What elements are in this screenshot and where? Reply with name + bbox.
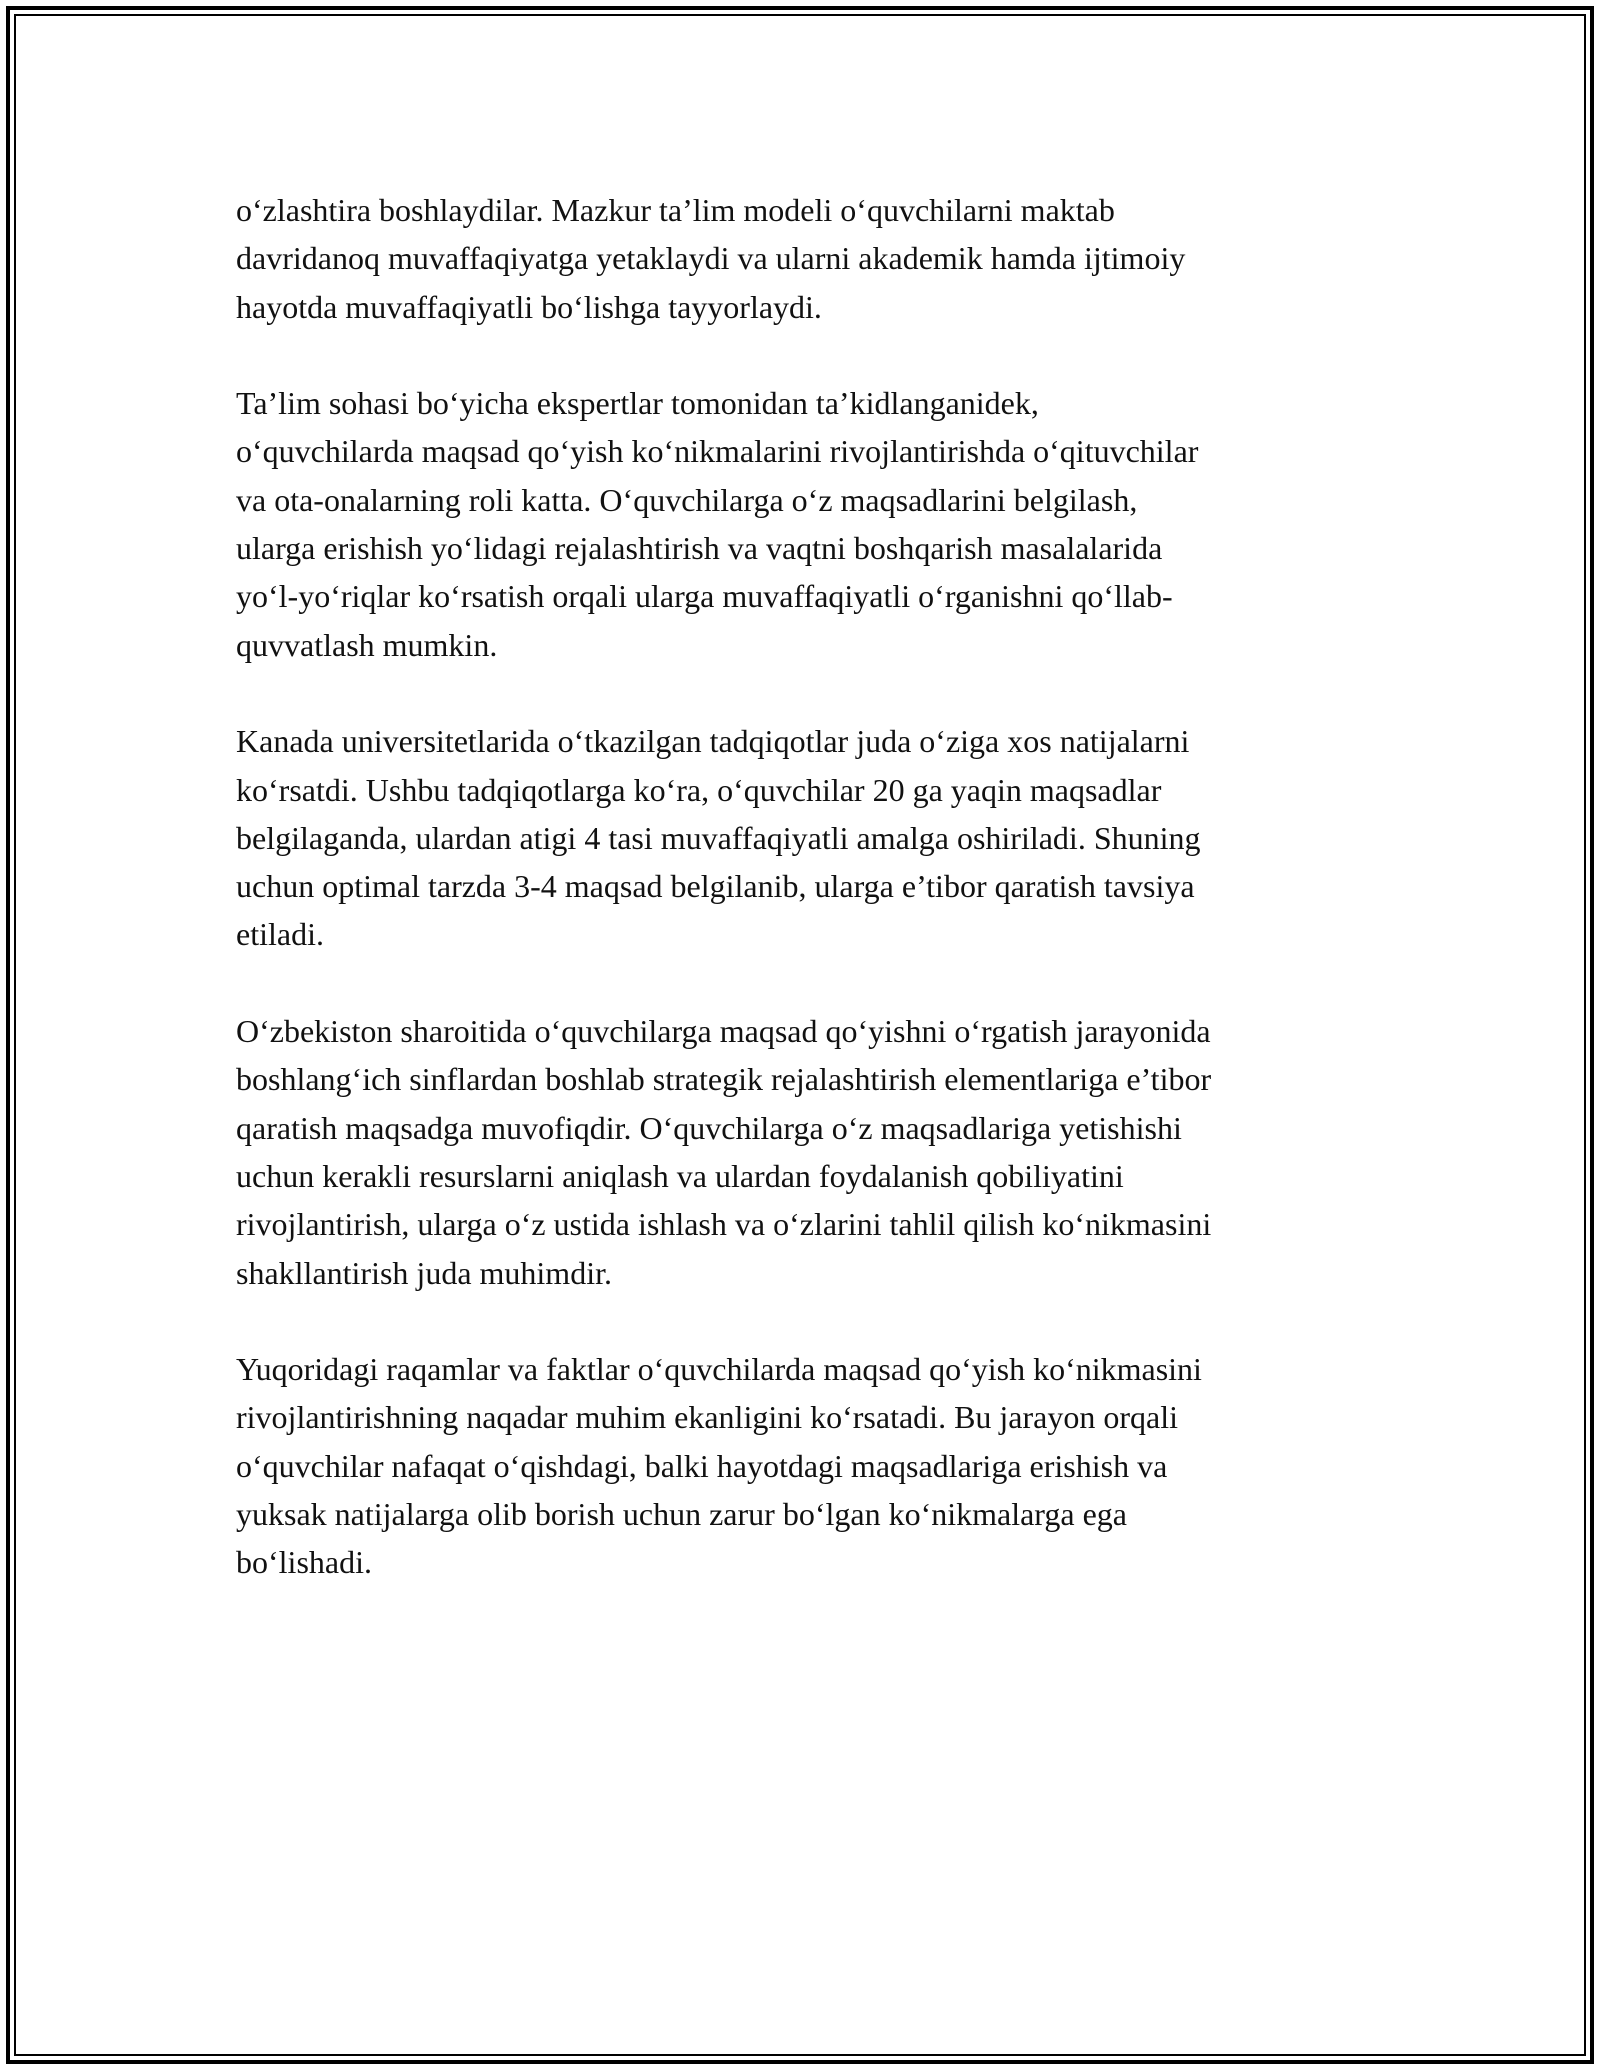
text-line: O‘zbekiston sharoitida o‘quvchilarga maqsad qo‘yishni o‘rgatish jarayonida bbox=[236, 1013, 1211, 1050]
paragraph-4 bbox=[236, 1007, 1366, 1297]
text-line: shakllantirish juda muhimdir. bbox=[236, 1254, 612, 1291]
text-line: Ta’lim sohasi bo‘yicha ekspertlar tomonidan ta’kidlanganidek, bbox=[236, 385, 1039, 422]
text-line: quvvatlash mumkin. bbox=[236, 626, 498, 663]
text-line: va ota-onalarning roli katta. O‘quvchilarga o‘z maqsadlarini belgilash, bbox=[236, 481, 1138, 518]
text-line: Kanada universitetlarida o‘tkazilgan tadqiqotlar juda o‘ziga xos natijalarni bbox=[236, 723, 1190, 760]
text-line: uchun optimal tarzda 3-4 maqsad belgilanib, ularga e’tibor qaratish tavsiya bbox=[236, 868, 1195, 905]
text-line: o‘zlashtira boshlaydilar. Mazkur ta’lim modeli o‘quvchilarni maktab bbox=[236, 192, 1115, 228]
text-line: bo‘lishadi. bbox=[236, 1544, 372, 1581]
text-line: uchun kerakli resurslarni aniqlash va ulardan foydalanish qobiliyatini bbox=[236, 1157, 1124, 1194]
text-line: o‘quvchilar nafaqat o‘qishdagi, balki hayotdagi maqsadlariga erishish va bbox=[236, 1447, 1168, 1484]
text-line: davridanoq muvaffaqiyatga yetaklaydi va ularni akademik hamda ijtimoiy bbox=[236, 240, 1186, 277]
paragraph-3 bbox=[236, 717, 1366, 958]
paragraph-5 bbox=[236, 1345, 1366, 1586]
text-line: yuksak natijalarga olib borish uchun zarur bo‘lgan ko‘nikmalarga ega bbox=[236, 1496, 1127, 1533]
text-line: rivojlantirishning naqadar muhim ekanligini ko‘rsatadi. Bu jarayon orqali bbox=[236, 1399, 1178, 1436]
paragraph-2 bbox=[236, 379, 1366, 669]
paragraph-1 bbox=[236, 186, 1366, 331]
text-line: o‘quvchilarda maqsad qo‘yish ko‘nikmalarini rivojlantirishda o‘qituvchilar bbox=[236, 433, 1199, 470]
text-line: Yuqoridagi raqamlar va faktlar o‘quvchilarda maqsad qo‘yish ko‘nikmasini bbox=[236, 1351, 1202, 1388]
text-line: belgilaganda, ulardan atigi 4 tasi muvaffaqiyatli amalga oshiriladi. Shuning bbox=[236, 819, 1201, 856]
text-line: ko‘rsatdi. Ushbu tadqiqotlarga ko‘ra, o‘quvchilar 20 ga yaqin maqsadlar bbox=[236, 771, 1162, 808]
text-line: ularga erishish yo‘lidagi rejalashtirish va vaqtni boshqarish masalalarida bbox=[236, 530, 1163, 567]
text-line: boshlang‘ich sinflardan boshlab strategik rejalashtirish elementlariga e’tibor bbox=[236, 1061, 1212, 1098]
text-line: etiladi. bbox=[236, 916, 324, 953]
text-line: hayotda muvaffaqiyatli bo‘lishga tayyorlaydi. bbox=[236, 288, 822, 325]
text-line: rivojlantirish, ularga o‘z ustida ishlash va o‘zlarini tahlil qilish ko‘nikmasini bbox=[236, 1206, 1212, 1243]
text-line: qaratish maqsadga muvofiqdir. O‘quvchilarga o‘z maqsadlariga yetishishi bbox=[236, 1109, 1182, 1146]
text-line: yo‘l-yo‘riqlar ko‘rsatish orqali ularga muvaffaqiyatli o‘rganishni qo‘llab- bbox=[236, 578, 1173, 615]
document-body bbox=[236, 186, 1366, 1635]
